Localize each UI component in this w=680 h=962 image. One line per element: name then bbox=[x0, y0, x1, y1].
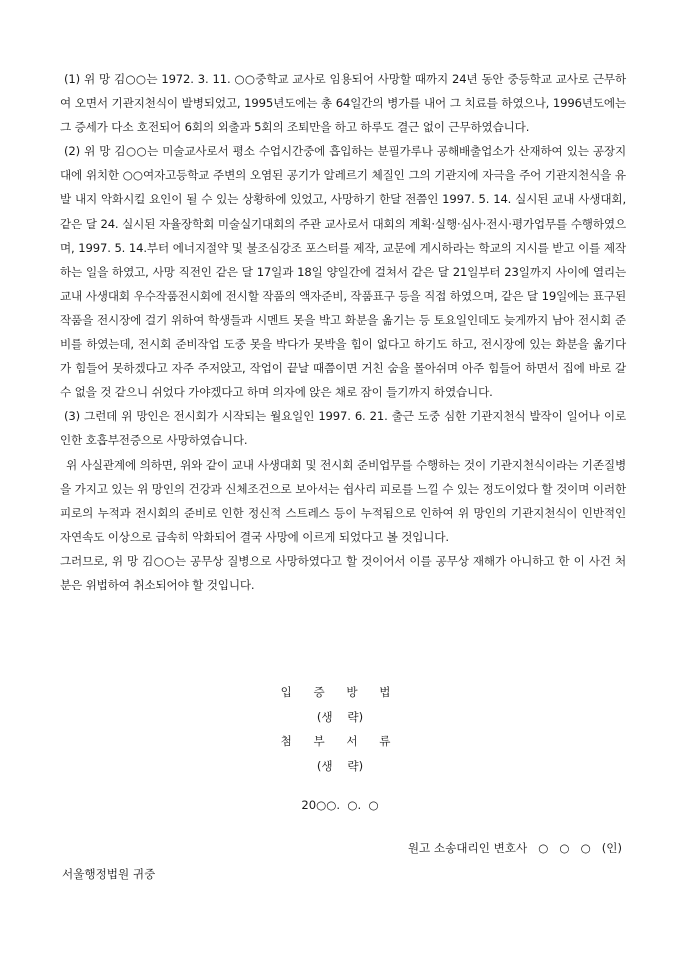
evidence-heading: 입 증 방 법 bbox=[280, 685, 400, 699]
evidence-section bbox=[0, 680, 680, 778]
paragraph-4: 위 사실관계에 의하면, 위와 같이 교내 사생대회 및 전시회 준비업무를 수행하는 것이 기관지천식이라는 기존질병을 가지고 있는 위 망인의 건강과 신체조건으로 보아서는 쉽사리 피로를 느낄 수 있는 정도이었다 할 것이며 이러한 피로의 누적과 전시회의 준비로 인한 정신적 스트레스 등이 누적됨으로 인하여 위 망인의 기관지천식이 인반적인 자연속도 이상으로 급속히 악화되어 결국 사망에 이르게 되었다고 볼 것입니다. bbox=[60, 457, 626, 544]
document-body bbox=[60, 64, 626, 597]
attachments-note: (생 략) bbox=[316, 758, 364, 773]
paragraph-5: 그러므로, 위 망 김○○는 공무상 질병으로 사망하였다고 할 것이어서 이를 공무상 재해가 아니하고 한 이 사건 처분은 위법하여 취소되어야 할 것입니다. bbox=[60, 553, 626, 592]
signature-line: 원고 소송대리인 변호사 ○ ○ ○ (인) bbox=[407, 841, 622, 855]
document-date: 20○○. ○. ○ bbox=[301, 798, 379, 812]
paragraph-1: (1) 위 망 김○○는 1972. 3. 11. ○○중학교 교사로 임용되어 사망할 때까지 24년 동안 중등학교 교사로 근무하여 오면서 기관지천식이 발병되었고, 1995년도에는 총 64일간의 병가를 내어 그 치료를 하였으나, 1996년도에는 그 증세가 다소 호전되어 6회의 외출과 5회의 조퇴만을 하고 하루도 결근 없이 근무하였습니다. bbox=[60, 72, 626, 135]
paragraph-3: (3) 그런데 위 망인은 전시회가 시작되는 월요일인 1997. 6. 21. 출근 도중 심한 기관지천식 발작이 일어나 이로 인한 호흡부전증으로 사망하였습니다. bbox=[60, 409, 626, 448]
paragraph-2: (2) 위 망 김○○는 미술교사로서 평소 수업시간중에 흡입하는 분필가루나 공해배출업소가 산재하여 있는 공장지대에 위치한 ○○여자고등학교 주변의 오염된 공기가 알레르기 체질인 그의 기관지에 자극을 주어 기관지천식을 유발 내지 악화시킬 요인이 될 수 있는 상황하에 있었고, 사망하기 한달 전쯤인 1997. 5. 14. 실시된 교내 사생대회, 같은 달 24. 실시된 자율장학회 미술실기대회의 주관 교사로서 대회의 계획·실행·심사·전시·평가업무를 수행하였으며, 1997. 5. 14.부터 에너지절약 및 불조심강조 포스터를 제작, 교문에 게시하라는 학교의 지시를 받고 이를 제작하는 일을 하였고, 사망 직전인 같은 달 17일과 18일 양일간에 걸쳐서 같은 달 21일부터 23일까지 사이에 열리는 교내 사생대회 우수작품전시회에 전시할 작품의 액자준비, 작품표구 등을 직접 하였으며, 같은 달 19일에는 표구된 작품을 전시장에 걸기 위하여 학생들과 시멘트 못을 박고 화분을 옮기는 등 토요일인데도 늦게까지 남아 전시회 준비를 하였는데, 전시회 준비작업 도중 못을 박다가 못박을 힘이 없다고 하기도 하고, 전시장에 있는 화분을 옮기다가 힘들어 못하겠다고 자주 주저앉고, 작업이 끝날 때쯤이면 거친 숨을 몰아쉬며 아주 힘들어 하면서 집에 바로 갈 수 없을 것 같으니 쉬었다 가야겠다고 하며 의자에 앉은 채로 잠이 들기까지 하였습니다. bbox=[60, 144, 626, 400]
court-addressee: 서울행정법원 귀중 bbox=[62, 867, 156, 881]
attachments-heading: 첨 부 서 류 bbox=[280, 734, 400, 748]
evidence-note: (생 략) bbox=[316, 709, 364, 724]
